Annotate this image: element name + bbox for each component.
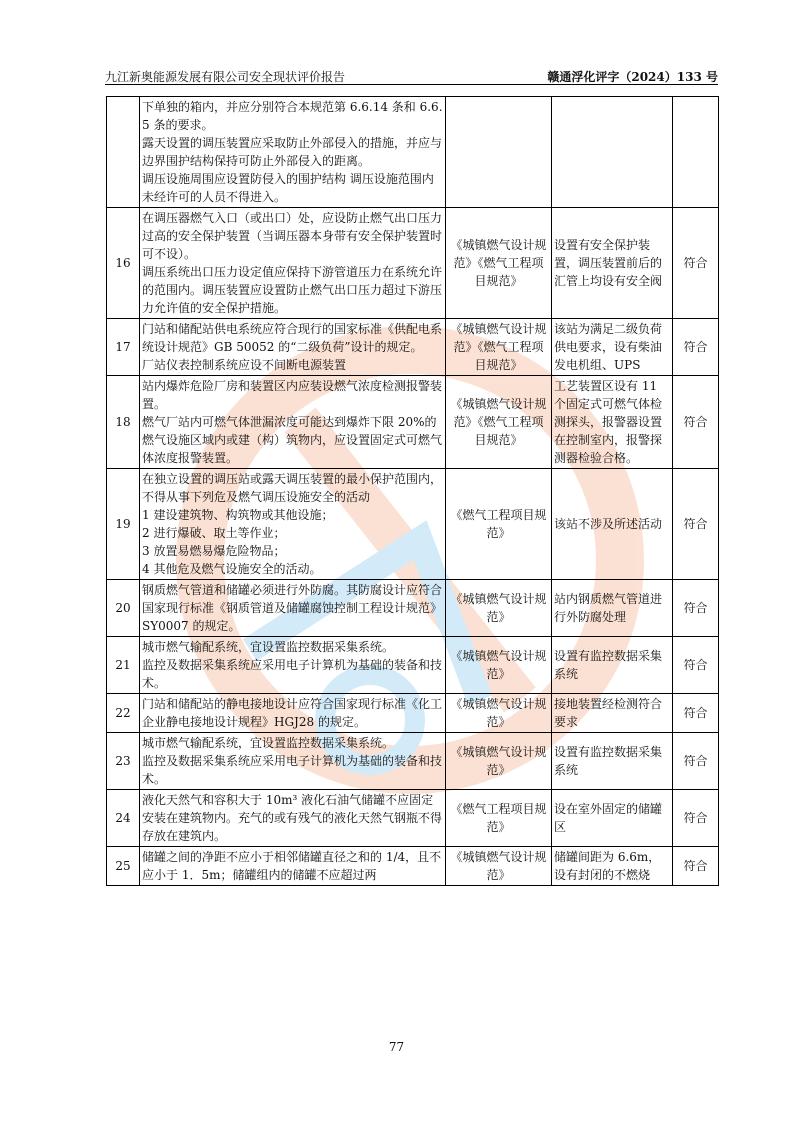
evaluation-table (106, 96, 719, 886)
requirement-line: 在独立设置的调压站或露天调压装置的最小保护范围内，不得从事下列危及燃气调压设施安全的活动 (142, 472, 443, 504)
status-cell: 工艺装置区设有 11 个固定式可燃气体检测探头，报警器设置在控制室内，报警探测器检验合格。 (552, 376, 673, 469)
requirement-cell (140, 580, 446, 637)
requirement-line: 调压系统出口压力设定值应保持下游管道压力在系统允许的范围内。调压装置应设置防止燃气出口压力超过下游压力允许值的安全保护措施。 (142, 265, 443, 315)
table-row (107, 733, 719, 790)
status-cell: 设在室外固定的储罐区 (552, 790, 673, 847)
basis-cell: 《城镇燃气设计规范》 (446, 580, 552, 637)
status-cell: 设置有监控数据采集系统 (552, 733, 673, 790)
requirement-line: 监控及数据采集系统应采用电子计算机为基础的装备和技术。 (142, 754, 443, 786)
requirement-cell (140, 790, 446, 847)
result-cell: 符合 (673, 376, 719, 469)
row-number: 25 (107, 847, 140, 886)
status-cell: 储罐间距为 6.6m，设有封闭的不燃烧 (552, 847, 673, 886)
table-row (107, 319, 719, 376)
requirement-cell (140, 469, 446, 580)
requirement-line: 4 其他危及燃气设施安全的活动。 (142, 562, 322, 576)
row-number: 20 (107, 580, 140, 637)
requirement-line: 储罐之间的净距不应小于相邻储罐直径之和的 1/4，且不应小于 1．5m；储罐组内的储罐不应超过两 (142, 850, 442, 882)
requirement-cell (140, 733, 446, 790)
result-cell: 符合 (673, 637, 719, 694)
status-cell: 该站为满足二级负荷供电要求，设有柴油发电机组、UPS (552, 319, 673, 376)
status-cell: 站内钢质燃气管道进行外防腐处理 (552, 580, 673, 637)
requirement-line: 液化天然气和容积大于 10m³ 液化石油气储罐不应固定安装在建筑物内。充气的或有残气的液化天然气钢瓶不得存放在建筑内。 (142, 793, 443, 843)
requirement-line: 门站和储配站的静电接地设计应符合国家现行标准《化工企业静电接地设计规程》HGJ28 的规定。 (142, 697, 443, 729)
requirement-line: 露天设置的调压装置应采取防止外部侵入的措施，并应与边界围护结构保持可防止外部侵入的距离。 (142, 136, 443, 168)
status-cell: 该站不涉及所述活动 (552, 469, 673, 580)
report-number: 赣通浮化评字（2024）133 号 (547, 70, 718, 84)
status-cell (552, 97, 673, 208)
basis-cell: 《城镇燃气设计规范》《燃气工程项目规范》 (446, 376, 552, 469)
requirement-cell (140, 847, 446, 886)
row-number: 17 (107, 319, 140, 376)
requirement-line: 站内爆炸危险厂房和装置区内应装设燃气浓度检测报警装置。 (142, 379, 443, 411)
requirement-line: 城市燃气输配系统，宜设置监控数据采集系统。 (142, 640, 395, 654)
requirement-cell (140, 208, 446, 319)
requirement-cell (140, 319, 446, 376)
requirement-line: 燃气厂站内可燃气体泄漏浓度可能达到爆炸下限 20%的燃气设施区域内或建（构）筑物内，应设置固定式可燃气体浓度报警装置。 (142, 415, 443, 465)
basis-cell: 《城镇燃气设计规范》 (446, 637, 552, 694)
table-row (107, 637, 719, 694)
status-cell: 接地装置经检测符合要求 (552, 694, 673, 733)
row-number: 19 (107, 469, 140, 580)
result-cell: 符合 (673, 733, 719, 790)
result-cell: 符合 (673, 580, 719, 637)
requirement-cell (140, 694, 446, 733)
requirement-line: 在调压器燃气入口（或出口）处，应设防止燃气出口压力过高的安全保护装置（当调压器本身带有安全保护装置时可不设）。 (142, 211, 443, 261)
status-cell: 设置有安全保护装置，调压装置前后的汇管上均设有安全阀 (552, 208, 673, 319)
requirement-cell (140, 637, 446, 694)
requirement-line: 2 进行爆破、取土等作业； (142, 526, 286, 540)
row-number: 16 (107, 208, 140, 319)
requirement-line: 城市燃气输配系统，宜设置监控数据采集系统。 (142, 736, 395, 750)
company-title: 九江新奥能源发展有限公司安全现状评价报告 (105, 70, 346, 84)
result-cell: 符合 (673, 790, 719, 847)
table-row (107, 790, 719, 847)
requirement-cell (140, 97, 446, 208)
basis-cell: 《城镇燃气设计规范》 (446, 694, 552, 733)
requirement-line: 厂站仪表控制系统应设不间断电源装置 (142, 358, 347, 372)
table-row (107, 694, 719, 733)
basis-cell: 《城镇燃气设计规范》 (446, 733, 552, 790)
row-number: 22 (107, 694, 140, 733)
result-cell: 符合 (673, 847, 719, 886)
requirement-line: 钢质燃气管道和储罐必须进行外防腐。其防腐设计应符合国家现行标准《钢质管道及储罐腐蚀控制工程设计规范》SY0007 的规定。 (142, 583, 443, 633)
page-header (105, 66, 718, 85)
table-row (107, 376, 719, 469)
requirement-line: 监控及数据采集系统应采用电子计算机为基础的装备和技术。 (142, 658, 443, 690)
basis-cell: 《燃气工程项目规范》 (446, 790, 552, 847)
status-cell: 设置有监控数据采集系统 (552, 637, 673, 694)
table-row (107, 97, 719, 208)
row-number: 23 (107, 733, 140, 790)
result-cell: 符合 (673, 469, 719, 580)
requirement-line: 3 放置易燃易爆危险物品； (142, 544, 286, 558)
basis-cell: 《城镇燃气设计规范》《燃气工程项目规范》 (446, 319, 552, 376)
row-number (107, 97, 140, 208)
requirement-line: 门站和储配站供电系统应符合现行的国家标准《供配电系统设计规范》GB 50052 的“二级负荷”设计的规定。 (142, 322, 443, 354)
requirement-line: 下单独的箱内，并应分别符合本规范第 6.6.14 条和 6.6.5 条的要求。 (142, 100, 443, 132)
basis-cell: 《城镇燃气设计规范》 (446, 847, 552, 886)
result-cell: 符合 (673, 208, 719, 319)
table-row (107, 208, 719, 319)
row-number: 18 (107, 376, 140, 469)
page-number: 77 (388, 1040, 405, 1054)
table-row (107, 580, 719, 637)
basis-cell: 《城镇燃气设计规范》《燃气工程项目规范》 (446, 208, 552, 319)
basis-cell: 《燃气工程项目规范》 (446, 469, 552, 580)
requirement-line: 调压设施周围应设置防侵入的围护结构 调压设施范围内未经许可的人员不得进入。 (142, 172, 434, 204)
row-number: 21 (107, 637, 140, 694)
requirement-cell (140, 376, 446, 469)
table-row (107, 847, 719, 886)
row-number: 24 (107, 790, 140, 847)
table-row (107, 469, 719, 580)
result-cell: 符合 (673, 319, 719, 376)
result-cell (673, 97, 719, 208)
basis-cell (446, 97, 552, 208)
result-cell: 符合 (673, 694, 719, 733)
requirement-line: 1 建设建筑物、构筑物或其他设施； (142, 508, 334, 522)
